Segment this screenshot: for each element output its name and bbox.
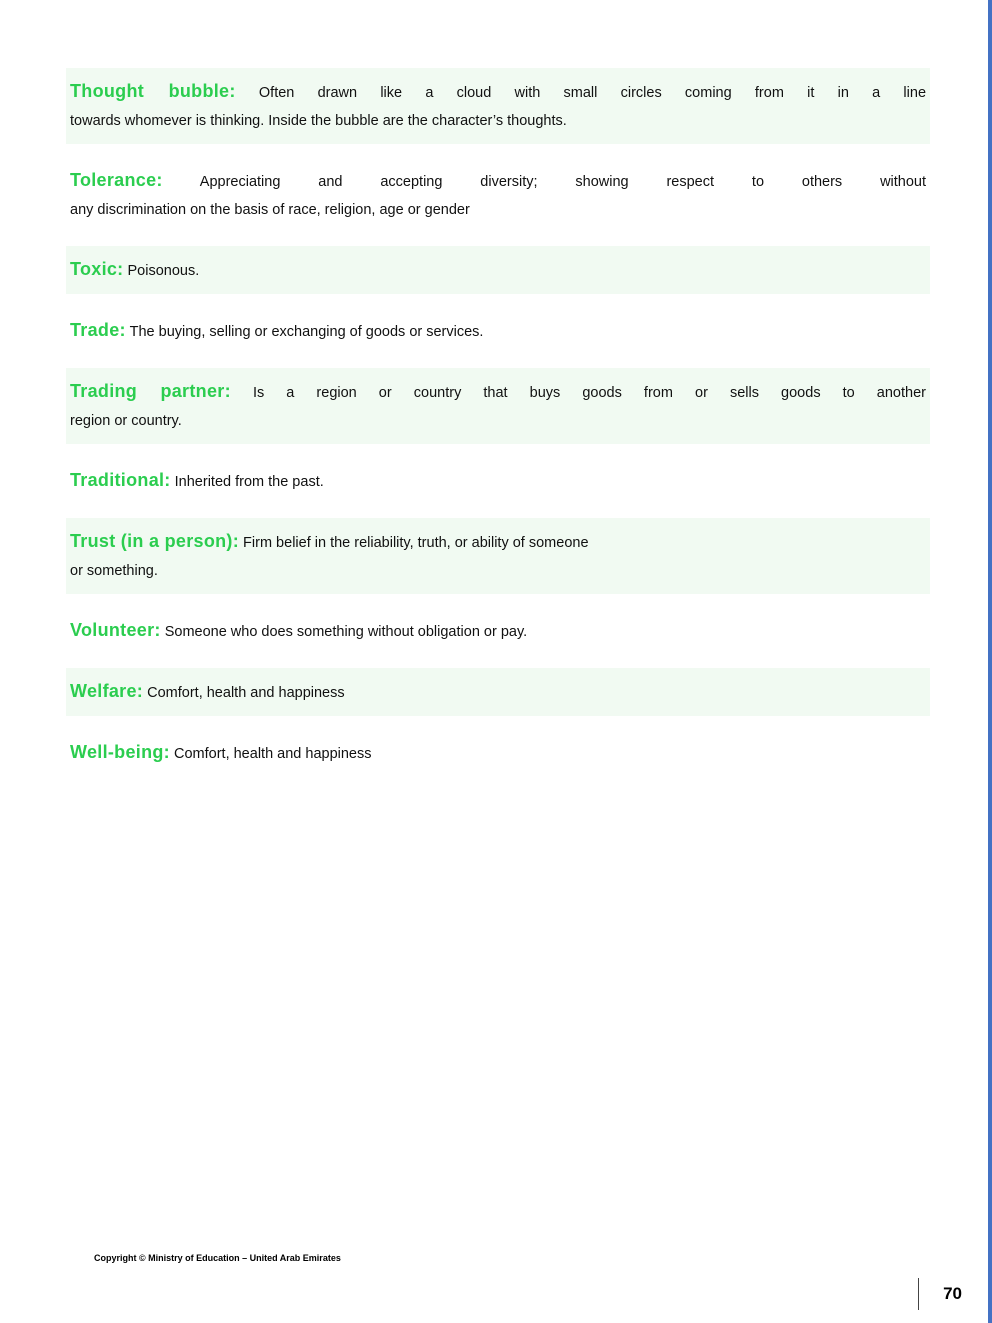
glossary-entry (66, 457, 930, 505)
glossary-definition-line2: region or country. (70, 413, 182, 429)
glossary-term: Well-being: (70, 742, 170, 762)
glossary-definition-line1: Firm belief in the reliability, truth, or ability of someone (243, 535, 589, 551)
glossary-definition: Poisonous. (127, 263, 200, 279)
glossary-term: Traditional: (70, 470, 171, 490)
glossary-entry (66, 368, 930, 444)
glossary-entry (66, 518, 930, 594)
page-number: 70 (943, 1284, 962, 1303)
glossary-entry (66, 68, 930, 144)
glossary-definition-line1: Appreciating and accepting diversity; showing respect to others without (199, 174, 927, 190)
glossary-entry (66, 307, 930, 355)
page-number-group (918, 1278, 962, 1310)
glossary-definition-line2: or something. (70, 563, 158, 579)
glossary-definition: Comfort, health and happiness (174, 746, 372, 762)
glossary-entry (66, 607, 930, 655)
glossary-term: Toxic: (70, 259, 124, 279)
glossary-term: Welfare: (70, 681, 144, 701)
glossary-definition-line2: any discrimination on the basis of race, religion, age or gender (70, 202, 470, 218)
glossary-term: Volunteer: (70, 620, 161, 640)
glossary-entry (66, 668, 930, 716)
glossary-definition: Inherited from the past. (174, 474, 324, 490)
copyright-notice: Copyright © Ministry of Education – United Arab Emirates (94, 1253, 341, 1263)
glossary-term: Trust (in a person): (70, 531, 240, 551)
glossary-definition-line1: Is a region or country that buys goods from or sells goods to another (252, 385, 926, 401)
glossary-list (66, 68, 930, 790)
glossary-entry (66, 246, 930, 294)
page-number-divider (918, 1278, 920, 1310)
page-right-accent-strip (988, 0, 992, 1323)
glossary-term: Tolerance: (70, 170, 163, 190)
glossary-term: Trading partner: (70, 381, 231, 401)
glossary-definition: The buying, selling or exchanging of goods or services. (129, 324, 484, 340)
glossary-definition-line2: towards whomever is thinking. Inside the bubble are the character’s thoughts. (70, 113, 567, 129)
glossary-definition: Comfort, health and happiness (147, 685, 345, 701)
glossary-entry (66, 729, 930, 777)
glossary-entry (66, 157, 930, 233)
glossary-term: Trade: (70, 320, 126, 340)
glossary-term: Thought bubble: (70, 81, 236, 101)
glossary-definition: Someone who does something without obligation or pay. (164, 624, 528, 640)
glossary-definition-line1: Often drawn like a cloud with small circles coming from it in a line (258, 85, 927, 101)
